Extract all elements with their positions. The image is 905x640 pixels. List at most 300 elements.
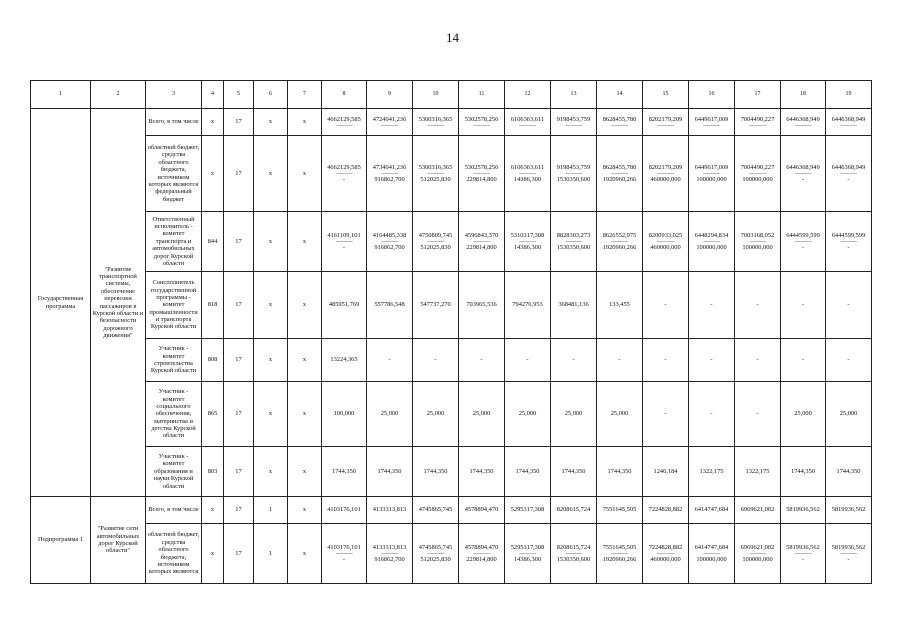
value-total: 8200933,025: [648, 231, 683, 239]
value-cell-col8: 13224,365: [322, 339, 367, 382]
value-federal: 100000,000: [742, 176, 773, 183]
value-divider: --------------------: [749, 551, 766, 556]
value-total: 6448294,834: [694, 231, 729, 239]
value-cell-col16: -: [689, 339, 735, 382]
state-program-name: "Развитие транспортной системы, обеспечение перевозки пассажиров в Курской области и безопасности дорожного движения": [91, 109, 146, 497]
value-federal: 100000,000: [696, 244, 727, 251]
value-cell-col11: 4578894,470: [459, 497, 505, 524]
value-cell-col10: [413, 524, 459, 584]
value-cell-col14: [597, 136, 643, 212]
source-label: Участник - комитет социального обеспечения, материнства и детства Курской области: [146, 382, 202, 447]
value-cell-col9: -: [367, 339, 413, 382]
value-total: 6446368,949: [786, 115, 820, 123]
value-cell-col11: [459, 524, 505, 584]
value-federal: -: [801, 556, 805, 563]
code-cell-6: x: [254, 272, 288, 339]
value-total: 8202179,209: [648, 115, 683, 123]
value-total: 6444599,599: [831, 231, 866, 239]
value-divider: --------------------: [840, 239, 857, 244]
value-divider: --------------------: [657, 239, 674, 244]
page-number: 14: [446, 30, 459, 45]
value-federal: 100000,000: [696, 556, 727, 563]
code-cell-4: 808: [202, 339, 224, 382]
value-divider: --------------------: [473, 123, 490, 129]
value-federal: 14386,300: [513, 244, 542, 251]
value-divider: --------------------: [427, 171, 444, 176]
value-total: 8628455,780: [602, 163, 637, 171]
value-total: 6106363,611: [510, 115, 545, 123]
value-divider: --------------------: [565, 551, 582, 556]
value-federal: 1920960,266: [602, 176, 637, 183]
value-total: 5300316,365: [418, 163, 453, 171]
value-federal: 512025,830: [420, 244, 451, 251]
value-cell-col12: 794276,953: [505, 272, 551, 339]
value-divider: --------------------: [335, 171, 353, 176]
value-divider: --------------------: [840, 171, 857, 176]
value-total: 4161109,101: [327, 231, 361, 239]
value-cell-col17: -: [735, 339, 781, 382]
code-cell-5: 17: [224, 136, 254, 212]
value-cell-col14: [597, 524, 643, 584]
value-divider: --------------------: [703, 171, 720, 176]
value-divider: --------------------: [565, 123, 582, 129]
value-cell-col8: [322, 524, 367, 584]
code-cell-6: x: [254, 447, 288, 497]
header-cell-18: 18: [781, 81, 826, 109]
header-cell-9: 9: [367, 81, 413, 109]
value-total: 5819936,562: [786, 543, 820, 551]
value-federal: -: [342, 556, 346, 563]
value-federal: 512025,830: [420, 176, 451, 183]
value-federal: -: [847, 556, 850, 563]
value-federal: -: [847, 244, 850, 251]
value-cell-col15: [643, 136, 689, 212]
value-cell-col12: [505, 212, 551, 272]
code-cell-7: x: [288, 497, 322, 524]
code-cell-7: x: [288, 136, 322, 212]
value-cell-col15: 1246,184: [643, 447, 689, 497]
value-cell-col9: [367, 109, 413, 136]
state-program-row: [31, 339, 872, 382]
value-divider: --------------------: [381, 171, 398, 176]
value-federal: 916862,700: [374, 176, 405, 183]
code-cell-7: x: [288, 212, 322, 272]
value-cell-col12: [505, 109, 551, 136]
value-divider: --------------------: [519, 551, 536, 556]
code-cell-6: x: [254, 382, 288, 447]
header-cell-11: 11: [459, 81, 505, 109]
value-total: 4750809,745: [418, 231, 453, 239]
value-cell-col13: [551, 524, 597, 584]
header-cell-2: 2: [91, 81, 146, 109]
subprogram-row: [31, 524, 872, 584]
value-total: 6106363,611: [510, 163, 545, 171]
value-cell-col19: [826, 109, 872, 136]
value-federal: 512025,830: [420, 556, 451, 563]
value-total: 7004490,227: [740, 115, 775, 123]
value-cell-col11: -: [459, 339, 505, 382]
value-federal: 1530350,600: [556, 176, 591, 183]
source-label: Всего, в том числе: [146, 109, 202, 136]
value-federal: 1530350,600: [556, 556, 591, 563]
header-cell-19: 19: [826, 81, 872, 109]
value-divider: --------------------: [840, 551, 857, 556]
value-total: 5300316,365: [418, 115, 453, 123]
value-total: 8208615,724: [556, 543, 591, 551]
code-cell-7: x: [288, 524, 322, 584]
value-divider: --------------------: [749, 171, 766, 176]
value-cell-col13: 8208615,724: [551, 497, 597, 524]
value-divider: --------------------: [427, 239, 444, 244]
value-divider: --------------------: [657, 171, 674, 176]
value-cell-col19: [826, 212, 872, 272]
code-cell-4: x: [202, 524, 224, 584]
code-cell-4: 865: [202, 382, 224, 447]
value-cell-col15: [643, 524, 689, 584]
value-cell-col9: [367, 524, 413, 584]
value-total: 4596843,370: [464, 231, 499, 239]
subprogram-row: [31, 497, 872, 524]
value-cell-col8: [322, 136, 367, 212]
header-cell-17: 17: [735, 81, 781, 109]
value-divider: --------------------: [611, 239, 628, 244]
code-cell-6: x: [254, 136, 288, 212]
value-cell-col13: 368481,136: [551, 272, 597, 339]
source-label: Участник - комитет строительства Курской области: [146, 339, 202, 382]
value-cell-col11: 703965,536: [459, 272, 505, 339]
subprogram-status: Подпрограмма 1: [31, 497, 91, 584]
value-cell-col16: [689, 212, 735, 272]
value-federal: 1920960,266: [602, 244, 637, 251]
value-cell-col9: 25,000: [367, 382, 413, 447]
value-federal: 1530350,600: [556, 244, 591, 251]
value-total: 4745865,745: [418, 543, 453, 551]
subprogram-name: "Развитие сети автомобильных дорог Курской области": [91, 497, 146, 584]
value-cell-col8: 485951,769: [322, 272, 367, 339]
value-cell-col10: -: [413, 339, 459, 382]
value-cell-col10: [413, 136, 459, 212]
value-cell-col15: [643, 109, 689, 136]
value-total: 6414747,684: [694, 543, 729, 551]
header-cell-14: 14: [597, 81, 643, 109]
budget-table: [30, 80, 872, 584]
value-divider: --------------------: [840, 123, 857, 129]
code-cell-7: x: [288, 339, 322, 382]
value-cell-col12: -: [505, 339, 551, 382]
value-federal: 916862,700: [374, 556, 405, 563]
code-cell-7: x: [288, 447, 322, 497]
code-cell-7: x: [288, 272, 322, 339]
header-cell-15: 15: [643, 81, 689, 109]
value-total: 6446368,949: [786, 163, 820, 171]
value-cell-col15: [643, 212, 689, 272]
value-divider: --------------------: [473, 239, 490, 244]
value-federal: -: [847, 176, 850, 183]
value-total: 8626552,975: [602, 231, 637, 239]
value-cell-col17: [735, 212, 781, 272]
value-federal: -: [342, 176, 346, 183]
value-divider: --------------------: [381, 551, 398, 556]
value-cell-col14: 133,455: [597, 272, 643, 339]
value-cell-col11: 25,000: [459, 382, 505, 447]
value-federal: 229814,800: [466, 556, 497, 563]
value-cell-col15: 7224828,882: [643, 497, 689, 524]
value-cell-col18: [781, 524, 826, 584]
value-cell-col19: 5819936,562: [826, 497, 872, 524]
header-cell-12: 12: [505, 81, 551, 109]
value-total: 5310317,308: [510, 231, 545, 239]
state-program-row: [31, 272, 872, 339]
value-federal: 229814,800: [466, 176, 497, 183]
value-cell-col9: 4133313,813: [367, 497, 413, 524]
header-cell-10: 10: [413, 81, 459, 109]
value-federal: 460000,000: [650, 244, 681, 251]
value-cell-col12: 25,000: [505, 382, 551, 447]
value-divider: --------------------: [794, 171, 812, 176]
value-cell-col15: -: [643, 339, 689, 382]
code-cell-5: 17: [224, 212, 254, 272]
header-row: [31, 81, 872, 109]
code-cell-5: 17: [224, 272, 254, 339]
code-cell-6: x: [254, 339, 288, 382]
value-cell-col13: [551, 109, 597, 136]
code-cell-7: x: [288, 109, 322, 136]
value-cell-col11: [459, 109, 505, 136]
value-federal: 916862,700: [374, 244, 405, 251]
value-total: 6449617,009: [694, 115, 729, 123]
code-cell-4: x: [202, 497, 224, 524]
value-cell-col16: [689, 109, 735, 136]
value-total: 8828303,273: [556, 231, 591, 239]
value-cell-col14: 25,000: [597, 382, 643, 447]
value-cell-col18: 5819936,562: [781, 497, 826, 524]
code-cell-4: x: [202, 136, 224, 212]
value-cell-col16: 1322,175: [689, 447, 735, 497]
value-cell-col17: -: [735, 382, 781, 447]
value-divider: --------------------: [381, 123, 398, 129]
value-cell-col15: -: [643, 272, 689, 339]
value-divider: --------------------: [473, 171, 490, 176]
value-cell-col13: [551, 136, 597, 212]
value-federal: 100000,000: [696, 176, 727, 183]
value-federal: 460000,000: [650, 176, 681, 183]
value-divider: --------------------: [611, 551, 628, 556]
value-total: 9198453,759: [556, 163, 591, 171]
code-cell-6: 1: [254, 497, 288, 524]
value-total: 6449617,009: [694, 163, 729, 171]
state-program-row: [31, 382, 872, 447]
value-divider: --------------------: [703, 123, 720, 129]
code-cell-4: x: [202, 109, 224, 136]
value-federal: 14386,300: [513, 556, 542, 563]
value-cell-col18: [781, 212, 826, 272]
value-federal: 100000,000: [742, 244, 773, 251]
value-federal: 14386,300: [513, 176, 542, 183]
value-cell-col14: [597, 109, 643, 136]
value-cell-col8: 100,000: [322, 382, 367, 447]
value-divider: --------------------: [519, 171, 536, 176]
value-cell-col14: 1744,350: [597, 447, 643, 497]
code-cell-5: 17: [224, 497, 254, 524]
value-divider: --------------------: [794, 551, 812, 556]
code-cell-5: 17: [224, 382, 254, 447]
code-cell-6: 1: [254, 524, 288, 584]
value-cell-col12: [505, 136, 551, 212]
value-divider: --------------------: [749, 123, 766, 129]
value-cell-col12: 1744,350: [505, 447, 551, 497]
value-cell-col16: [689, 524, 735, 584]
value-total: 5302578,256: [464, 163, 499, 171]
value-cell-col17: 1322,175: [735, 447, 781, 497]
header-cell-3: 3: [146, 81, 202, 109]
value-cell-col9: 557786,548: [367, 272, 413, 339]
value-divider: --------------------: [427, 551, 444, 556]
code-cell-6: x: [254, 212, 288, 272]
value-cell-col17: -: [735, 272, 781, 339]
value-divider: --------------------: [335, 551, 353, 556]
value-divider: --------------------: [611, 123, 628, 129]
value-total: 9198453,759: [556, 115, 591, 123]
state-program-row: [31, 447, 872, 497]
value-total: 5819936,562: [831, 543, 866, 551]
code-cell-5: 17: [224, 447, 254, 497]
state-program-row: [31, 136, 872, 212]
value-cell-col10: 25,000: [413, 382, 459, 447]
value-cell-col10: [413, 212, 459, 272]
value-cell-col10: 4745865,745: [413, 497, 459, 524]
value-total: 5302578,256: [464, 115, 499, 123]
value-cell-col12: 5295317,308: [505, 497, 551, 524]
value-cell-col14: 7551645,505: [597, 497, 643, 524]
value-total: 4662129,585: [327, 115, 361, 123]
code-cell-5: 17: [224, 339, 254, 382]
value-cell-col9: [367, 212, 413, 272]
value-cell-col11: 1744,350: [459, 447, 505, 497]
source-label: Соисполнитель государственной программы - комитет промышленности и транспорта Курской области: [146, 272, 202, 339]
code-cell-5: 17: [224, 524, 254, 584]
value-divider: --------------------: [427, 123, 444, 129]
header-cell-8: 8: [322, 81, 367, 109]
value-total: 6446368,949: [831, 163, 866, 171]
value-cell-col14: -: [597, 339, 643, 382]
value-cell-col18: 25,000: [781, 382, 826, 447]
value-cell-col19: [826, 524, 872, 584]
value-cell-col17: [735, 136, 781, 212]
value-total: 4578894,470: [464, 543, 499, 551]
source-label: Участник - комитет образования и науки Курской области: [146, 447, 202, 497]
value-total: 7551645,505: [602, 543, 637, 551]
value-cell-col18: -: [781, 339, 826, 382]
value-total: 4103176,101: [327, 543, 361, 551]
code-cell-4: 818: [202, 272, 224, 339]
header-cell-4: 4: [202, 81, 224, 109]
code-cell-5: 17: [224, 109, 254, 136]
code-cell-4: 844: [202, 212, 224, 272]
value-cell-col8: [322, 109, 367, 136]
value-divider: --------------------: [611, 171, 628, 176]
value-cell-col16: 6414747,684: [689, 497, 735, 524]
value-cell-col10: 547737,270: [413, 272, 459, 339]
value-federal: 100000,000: [742, 556, 773, 563]
value-divider: --------------------: [519, 123, 536, 129]
value-cell-col19: -: [826, 272, 872, 339]
value-total: 8202179,209: [648, 163, 683, 171]
code-cell-4: 803: [202, 447, 224, 497]
value-cell-col17: [735, 109, 781, 136]
value-divider: --------------------: [703, 551, 720, 556]
value-total: 4734041,236: [372, 163, 407, 171]
value-cell-col13: -: [551, 339, 597, 382]
value-cell-col16: [689, 136, 735, 212]
value-divider: --------------------: [519, 239, 536, 244]
value-federal: -: [342, 244, 346, 251]
value-divider: --------------------: [749, 239, 766, 244]
value-cell-col13: 25,000: [551, 382, 597, 447]
value-federal: 1920960,266: [602, 556, 637, 563]
state-program-row: [31, 109, 872, 136]
value-cell-col17: 6969621,002: [735, 497, 781, 524]
header-cell-5: 5: [224, 81, 254, 109]
value-federal: 229814,800: [466, 244, 497, 251]
source-label: Всего, в том числе: [146, 497, 202, 524]
value-federal: -: [801, 244, 805, 251]
value-divider: --------------------: [473, 551, 490, 556]
value-cell-col16: -: [689, 382, 735, 447]
source-label: областной бюджет, средства областного бюджета, источником которых являются: [146, 524, 202, 584]
value-total: 7004490,227: [740, 163, 775, 171]
value-divider: --------------------: [565, 171, 582, 176]
value-total: 7224828,882: [648, 543, 683, 551]
value-divider: --------------------: [657, 551, 674, 556]
value-total: 5295317,308: [510, 543, 545, 551]
value-cell-col19: -: [826, 339, 872, 382]
value-total: 6446368,949: [831, 115, 866, 123]
value-federal: 460000,000: [650, 556, 681, 563]
value-cell-col8: [322, 212, 367, 272]
value-cell-col8: 4103176,101: [322, 497, 367, 524]
value-cell-col18: [781, 109, 826, 136]
value-divider: --------------------: [381, 239, 398, 244]
value-cell-col10: 1744,350: [413, 447, 459, 497]
header-cell-7: 7: [288, 81, 322, 109]
value-cell-col19: [826, 136, 872, 212]
value-total: 7003168,052: [740, 231, 775, 239]
source-label: Ответственный исполнитель - комитет транспорта и автомобильных дорог Курской области: [146, 212, 202, 272]
value-cell-col18: -: [781, 272, 826, 339]
value-cell-col9: 1744,350: [367, 447, 413, 497]
value-divider: --------------------: [703, 239, 720, 244]
code-cell-6: x: [254, 109, 288, 136]
value-total: 4133313,813: [372, 543, 407, 551]
source-label: областной бюджет, средства областного бюджета, источником которых являются федеральный бюджет: [146, 136, 202, 212]
header-cell-16: 16: [689, 81, 735, 109]
value-divider: --------------------: [565, 239, 582, 244]
value-cell-col9: [367, 136, 413, 212]
code-cell-7: x: [288, 382, 322, 447]
value-cell-col11: [459, 212, 505, 272]
value-divider: --------------------: [335, 123, 353, 129]
value-divider: --------------------: [657, 123, 674, 129]
value-total: 6444599,599: [786, 231, 820, 239]
value-cell-col8: 1744,350: [322, 447, 367, 497]
value-federal: -: [801, 176, 805, 183]
value-cell-col17: [735, 524, 781, 584]
value-cell-col13: 1744,350: [551, 447, 597, 497]
state-program-status: Государственная программа: [31, 109, 91, 497]
value-total: 6969621,002: [740, 543, 775, 551]
value-cell-col19: 25,000: [826, 382, 872, 447]
header-cell-1: 1: [31, 81, 91, 109]
